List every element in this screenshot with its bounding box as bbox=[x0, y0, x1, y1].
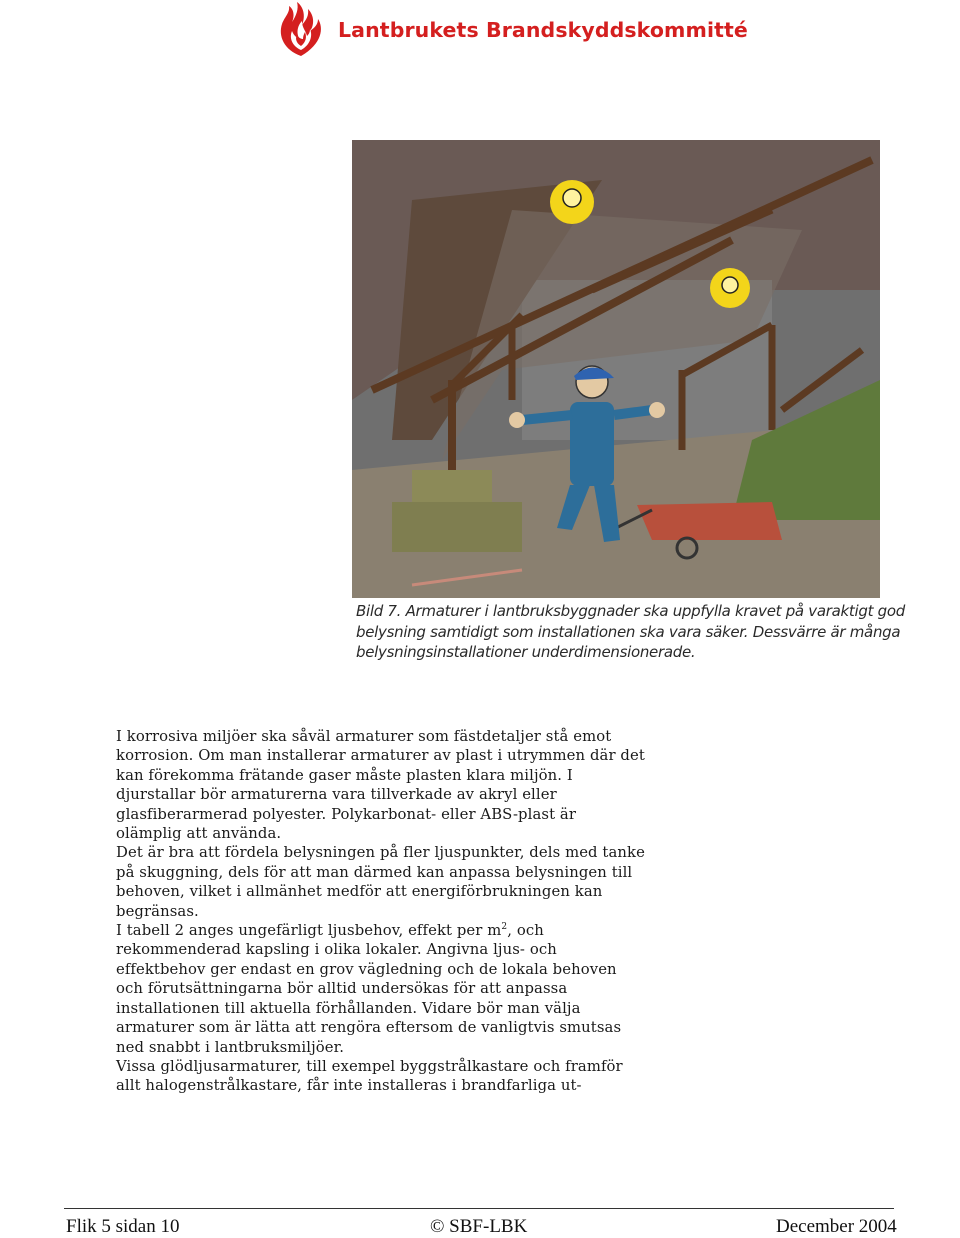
organization-name: Lantbrukets Brandskyddskommitté bbox=[338, 18, 748, 42]
body-text bbox=[116, 727, 646, 1096]
superscript-two: 2 bbox=[501, 922, 508, 933]
paragraph-table-reference-end: , och rekommenderad kapsling i olika lokaler. Angivna ljus- och effektbehov ger endast en grov vägledning och de lokala behoven och förutsättningarna bör alltid undersökas för att anpassa installationen till aktuella förhållanden. Vidare bör man välja armaturer som är lätta att rengöra eftersom de vanligtvis smutsas ned snabbt i lantbruksmiljöer. bbox=[116, 922, 622, 1056]
page-header bbox=[272, 0, 748, 60]
paragraph-table-reference bbox=[116, 921, 646, 1057]
paragraph-corrosion: I korrosiva miljöer ska såväl armaturer som fästdetaljer stå emot korrosion. Om man installerar armaturer av plast i utrymmen där det kan förekomma frätande gaser måste plasten klara miljön. I djurstallar bör armaturerna vara tillverkade av akryl eller glasfiberarmerad polyester. Polykarbonat- eller ABS-plast är olämplig att använda. bbox=[116, 728, 645, 843]
footer-divider bbox=[64, 1208, 894, 1209]
paragraph-light-points: Det är bra att fördela belysningen på fler ljuspunkter, dels med tanke på skuggning, dels för att man därmed kan anpassa belysningen till behoven, vilket i allmänhet medför att energiförbrukningen kan begränsas. bbox=[116, 844, 645, 920]
flame-emblem-icon bbox=[272, 0, 330, 58]
figure-caption: Bild 7. Armaturer i lantbruksbyggnader ska uppfylla kravet på varaktigt god belysning samtidigt som installationen ska vara säker. Dessvärre är många belysningsinstallationer underdimensionerade. bbox=[356, 602, 905, 661]
barn-interior-lighting-illustration bbox=[352, 140, 880, 598]
footer-date: December 2004 bbox=[776, 1216, 897, 1237]
footer-section-page: Flik 5 sidan 10 bbox=[66, 1216, 180, 1237]
paragraph-halogen: Vissa glödljusarmaturer, till exempel byggstrålkastare och framför allt halogenstrålkastare, får inte installeras i brandfarliga ut- bbox=[116, 1057, 623, 1095]
footer-copyright: © SBF-LBK bbox=[430, 1216, 528, 1237]
paragraph-table-reference-start: I tabell 2 anges ungefärligt ljusbehov, effekt per m bbox=[116, 922, 502, 940]
